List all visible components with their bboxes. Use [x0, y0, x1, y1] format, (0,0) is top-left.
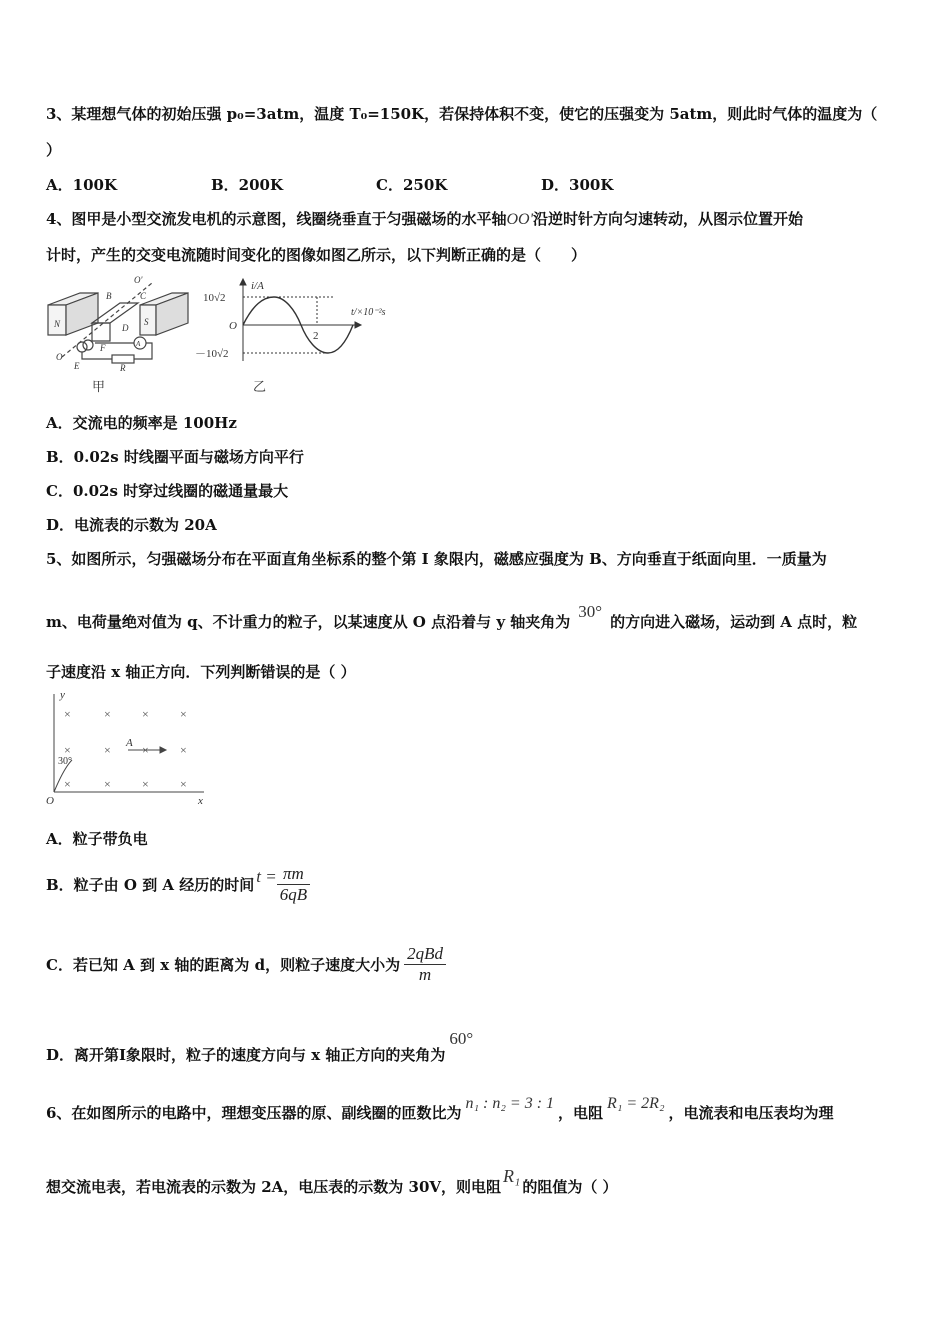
svg-text:×: ×: [104, 707, 111, 721]
svg-text:×: ×: [104, 743, 111, 757]
slip-ring-2: [83, 340, 93, 350]
q5-option-b-t: t =: [256, 866, 277, 886]
svg-text:B: B: [106, 291, 112, 301]
q4-option-b: B．0.02s 时线圈平面与磁场方向平行: [46, 448, 304, 466]
q6-resistance-relation: R₁ = 2R₂: [607, 1095, 665, 1112]
svg-text:×: ×: [64, 707, 71, 721]
q3-options: [46, 174, 613, 195]
svg-text:×: ×: [104, 777, 111, 791]
q4-stem-text-a: 4、图甲是小型交流发电机的示意图，线圈绕垂直于匀强磁场的水平轴: [46, 210, 507, 228]
diagram-point-a-label: A: [126, 737, 133, 749]
q6-r1-symbol: R₁: [503, 1166, 521, 1186]
q5-stem-line1: 5、如图所示，匀强磁场分布在平面直角坐标系的整个第 I 象限内，磁感应强度为 B、方向垂直于纸面向里．一质量为: [46, 550, 827, 568]
slip-ring-1: [77, 342, 87, 352]
svg-text:S: S: [144, 317, 149, 327]
q5-option-d-angle: 60°: [449, 1029, 474, 1048]
q3-option-d: D．300K: [541, 176, 614, 194]
q5-option-b-denominator: 6qB: [279, 885, 308, 904]
q4-axis-label: OO': [506, 211, 533, 228]
q4-option-d: D．电流表的示数为 20A: [46, 516, 217, 534]
current-graph: [195, 275, 405, 395]
svg-text:×: ×: [64, 743, 71, 757]
q4-stem-line1: [46, 208, 803, 229]
q6-stem-line1: [46, 1092, 834, 1122]
generator-figure: [40, 275, 205, 395]
q6-stem-text-d: 想交流电表，若电流表的示数为 2A，电压表的示数为 30V，则电阻: [46, 1178, 502, 1196]
diagram-x-label: x: [198, 795, 203, 807]
coil-top: [92, 303, 138, 323]
q5-option-c-text: C．若已知 A 到 x 轴的距离为 d，则粒子速度大小为: [46, 956, 401, 974]
q3-option-a: A．100K: [46, 176, 117, 194]
q5-angle: 30°: [578, 602, 603, 621]
q5-stem-text-b: 的方向进入磁场，运动到 A 点时，粒: [610, 613, 858, 631]
svg-text:×: ×: [142, 707, 149, 721]
q6-stem-text-c: ，电流表和电压表均为理: [668, 1104, 834, 1122]
diagram-origin-label: O: [46, 795, 54, 807]
q5-option-c-denominator: m: [418, 965, 432, 984]
svg-text:×: ×: [142, 777, 149, 791]
resistor-r: [112, 355, 134, 363]
graph-ylabel: i/A: [251, 280, 264, 292]
svg-text:O: O: [56, 352, 63, 362]
svg-text:R: R: [120, 363, 126, 373]
svg-text:F: F: [100, 343, 106, 353]
q3-option-c: C．250K: [376, 176, 448, 194]
q4-stem-text-b: 沿逆时针方向匀速转动，从图示位置开始: [532, 210, 803, 228]
q3-stem-line2: ）: [46, 141, 62, 159]
q5-option-c-numerator: 2qBd: [404, 944, 446, 965]
q5-option-b-text: B．粒子由 O 到 A 经历的时间: [46, 876, 255, 894]
q5-option-b: [46, 864, 310, 905]
svg-text:A: A: [136, 340, 141, 348]
q5-option-d: [46, 1028, 474, 1064]
diagram-angle-label: 30°: [58, 756, 72, 767]
q5-option-c-fraction: [404, 944, 446, 985]
graph-origin-label: O: [229, 320, 237, 332]
fig-jia-label: 甲: [92, 379, 106, 394]
svg-text:D: D: [122, 323, 129, 333]
q5-option-d-text: D．离开第Ⅰ象限时，粒子的速度方向与 x 轴正方向的夹角为: [46, 1046, 446, 1064]
magnetic-field-diagram: [42, 688, 222, 808]
svg-text:C: C: [140, 291, 147, 301]
graph-x-arrow: [355, 322, 361, 328]
svg-text:O': O': [134, 275, 143, 285]
q5-stem-line2: [46, 602, 858, 632]
q3-option-b: B．200K: [211, 176, 284, 194]
velocity-arrowhead: [160, 747, 166, 753]
graph-y-arrow: [240, 279, 246, 285]
svg-text:×: ×: [64, 777, 71, 791]
q5-stem-line3: 子速度沿 x 轴正方向．下列判断错误的是（ ）: [46, 663, 356, 681]
svg-text:N: N: [54, 319, 61, 329]
q5-option-b-fraction: [277, 864, 310, 905]
svg-text:×: ×: [180, 707, 187, 721]
graph-xtick-label: 2: [313, 330, 319, 342]
svg-text:×: ×: [142, 743, 149, 757]
q6-stem-line2: [46, 1166, 618, 1196]
svg-text:×: ×: [180, 777, 187, 791]
graph-ybottom-label: －10√2: [195, 348, 229, 360]
q5-option-c: [46, 944, 446, 985]
svg-text:×: ×: [180, 743, 187, 757]
graph-xlabel: t/×10⁻²s: [351, 307, 386, 318]
q5-option-a: A．粒子带负电: [46, 830, 148, 848]
svg-text:E: E: [74, 361, 80, 371]
q6-stem-text-a: 6、在如图所示的电路中，理想变压器的原、副线圈的匝数比为: [46, 1104, 462, 1122]
diagram-y-label: y: [60, 689, 65, 701]
q4-option-c: C．0.02s 时穿过线圈的磁通量最大: [46, 482, 289, 500]
graph-ytop-label: 10√2: [203, 292, 226, 304]
q6-stem-text-e: 的阻值为（ ）: [522, 1178, 618, 1196]
q4-stem-line2: 计时，产生的交变电流随时间变化的图像如图乙所示，以下判断正确的是（ ）: [46, 246, 587, 264]
q5-option-b-numerator: πm: [277, 864, 310, 885]
q6-turns-ratio: n₁ : n₂ = 3 : 1: [465, 1095, 555, 1112]
q3-stem-line1: 3、某理想气体的初始压强 p₀=3atm，温度 T₀=150K，若保持体积不变，使它的压强变为 5atm，则此时气体的温度为（: [46, 105, 878, 123]
q6-stem-text-b: ，电阻: [558, 1104, 604, 1122]
q5-stem-text-a: m、电荷量绝对值为 q、不计重力的粒子，以某速度从 O 点沿着与 y 轴夹角为: [46, 613, 571, 631]
q4-option-a: A．交流电的频率是 100Hz: [46, 414, 237, 432]
circuit-wire-1: [82, 352, 112, 359]
fig-yi-label: 乙: [253, 379, 267, 394]
